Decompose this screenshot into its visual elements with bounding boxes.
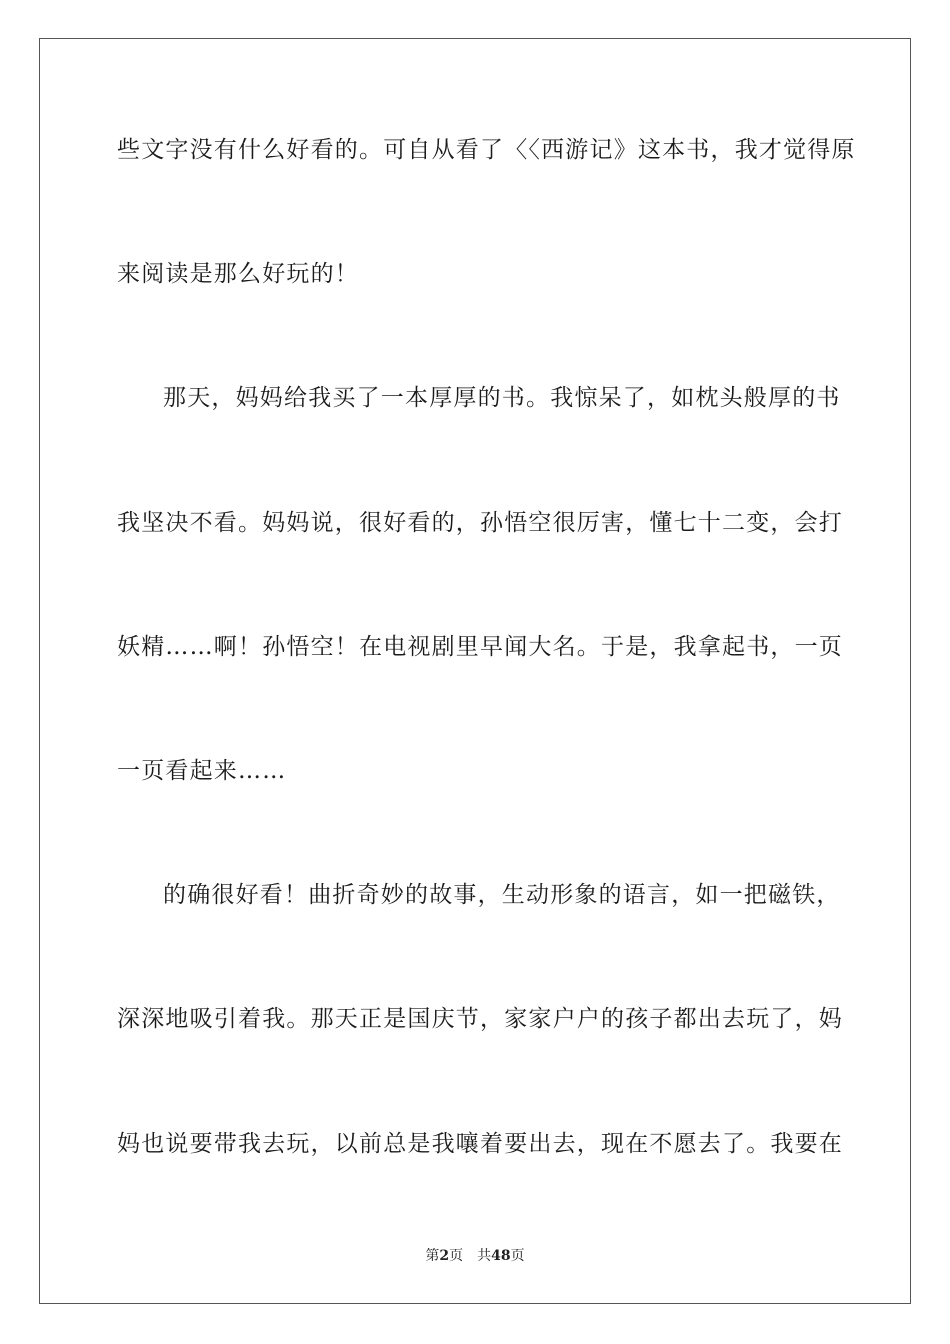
total-suffix: 页 [510, 1248, 525, 1264]
text-line: 深深地吸引着我。那天正是国庆节，家家户户的孩子都出去玩了，妈 [117, 1006, 843, 1032]
text-line: 来阅读是那么好玩的！ [117, 261, 359, 287]
text-line: 一页看起来…… [117, 758, 287, 784]
page-number: 2 [439, 1248, 450, 1264]
text-line: 妖精……啊！孙悟空！在电视剧里早闻大名。于是，我拿起书，一页 [117, 634, 843, 660]
text-line: 些文字没有什么好看的。可自从看了〈〈西游记》这本书，我才觉得原 [117, 137, 856, 163]
paragraph-start-line: 那天，妈妈给我买了一本厚厚的书。我惊呆了，如枕头般厚的书 [163, 385, 841, 411]
paragraph-start-line: 的确很好看！曲折奇妙的故事，生动形象的语言，如一把磁铁， [163, 882, 841, 908]
page-prefix: 第 [425, 1248, 440, 1264]
text-line: 妈也说要带我去玩，以前总是我嚷着要出去，现在不愿去了。我要在 [117, 1131, 843, 1157]
total-prefix: 共 [477, 1248, 492, 1264]
page-footer [0, 1246, 950, 1266]
page-border [39, 38, 911, 1304]
text-line: 我坚决不看。妈妈说，很好看的，孙悟空很厉害，懂七十二变，会打 [117, 510, 843, 536]
total-pages: 48 [491, 1248, 511, 1264]
page-suffix: 页 [449, 1248, 464, 1264]
